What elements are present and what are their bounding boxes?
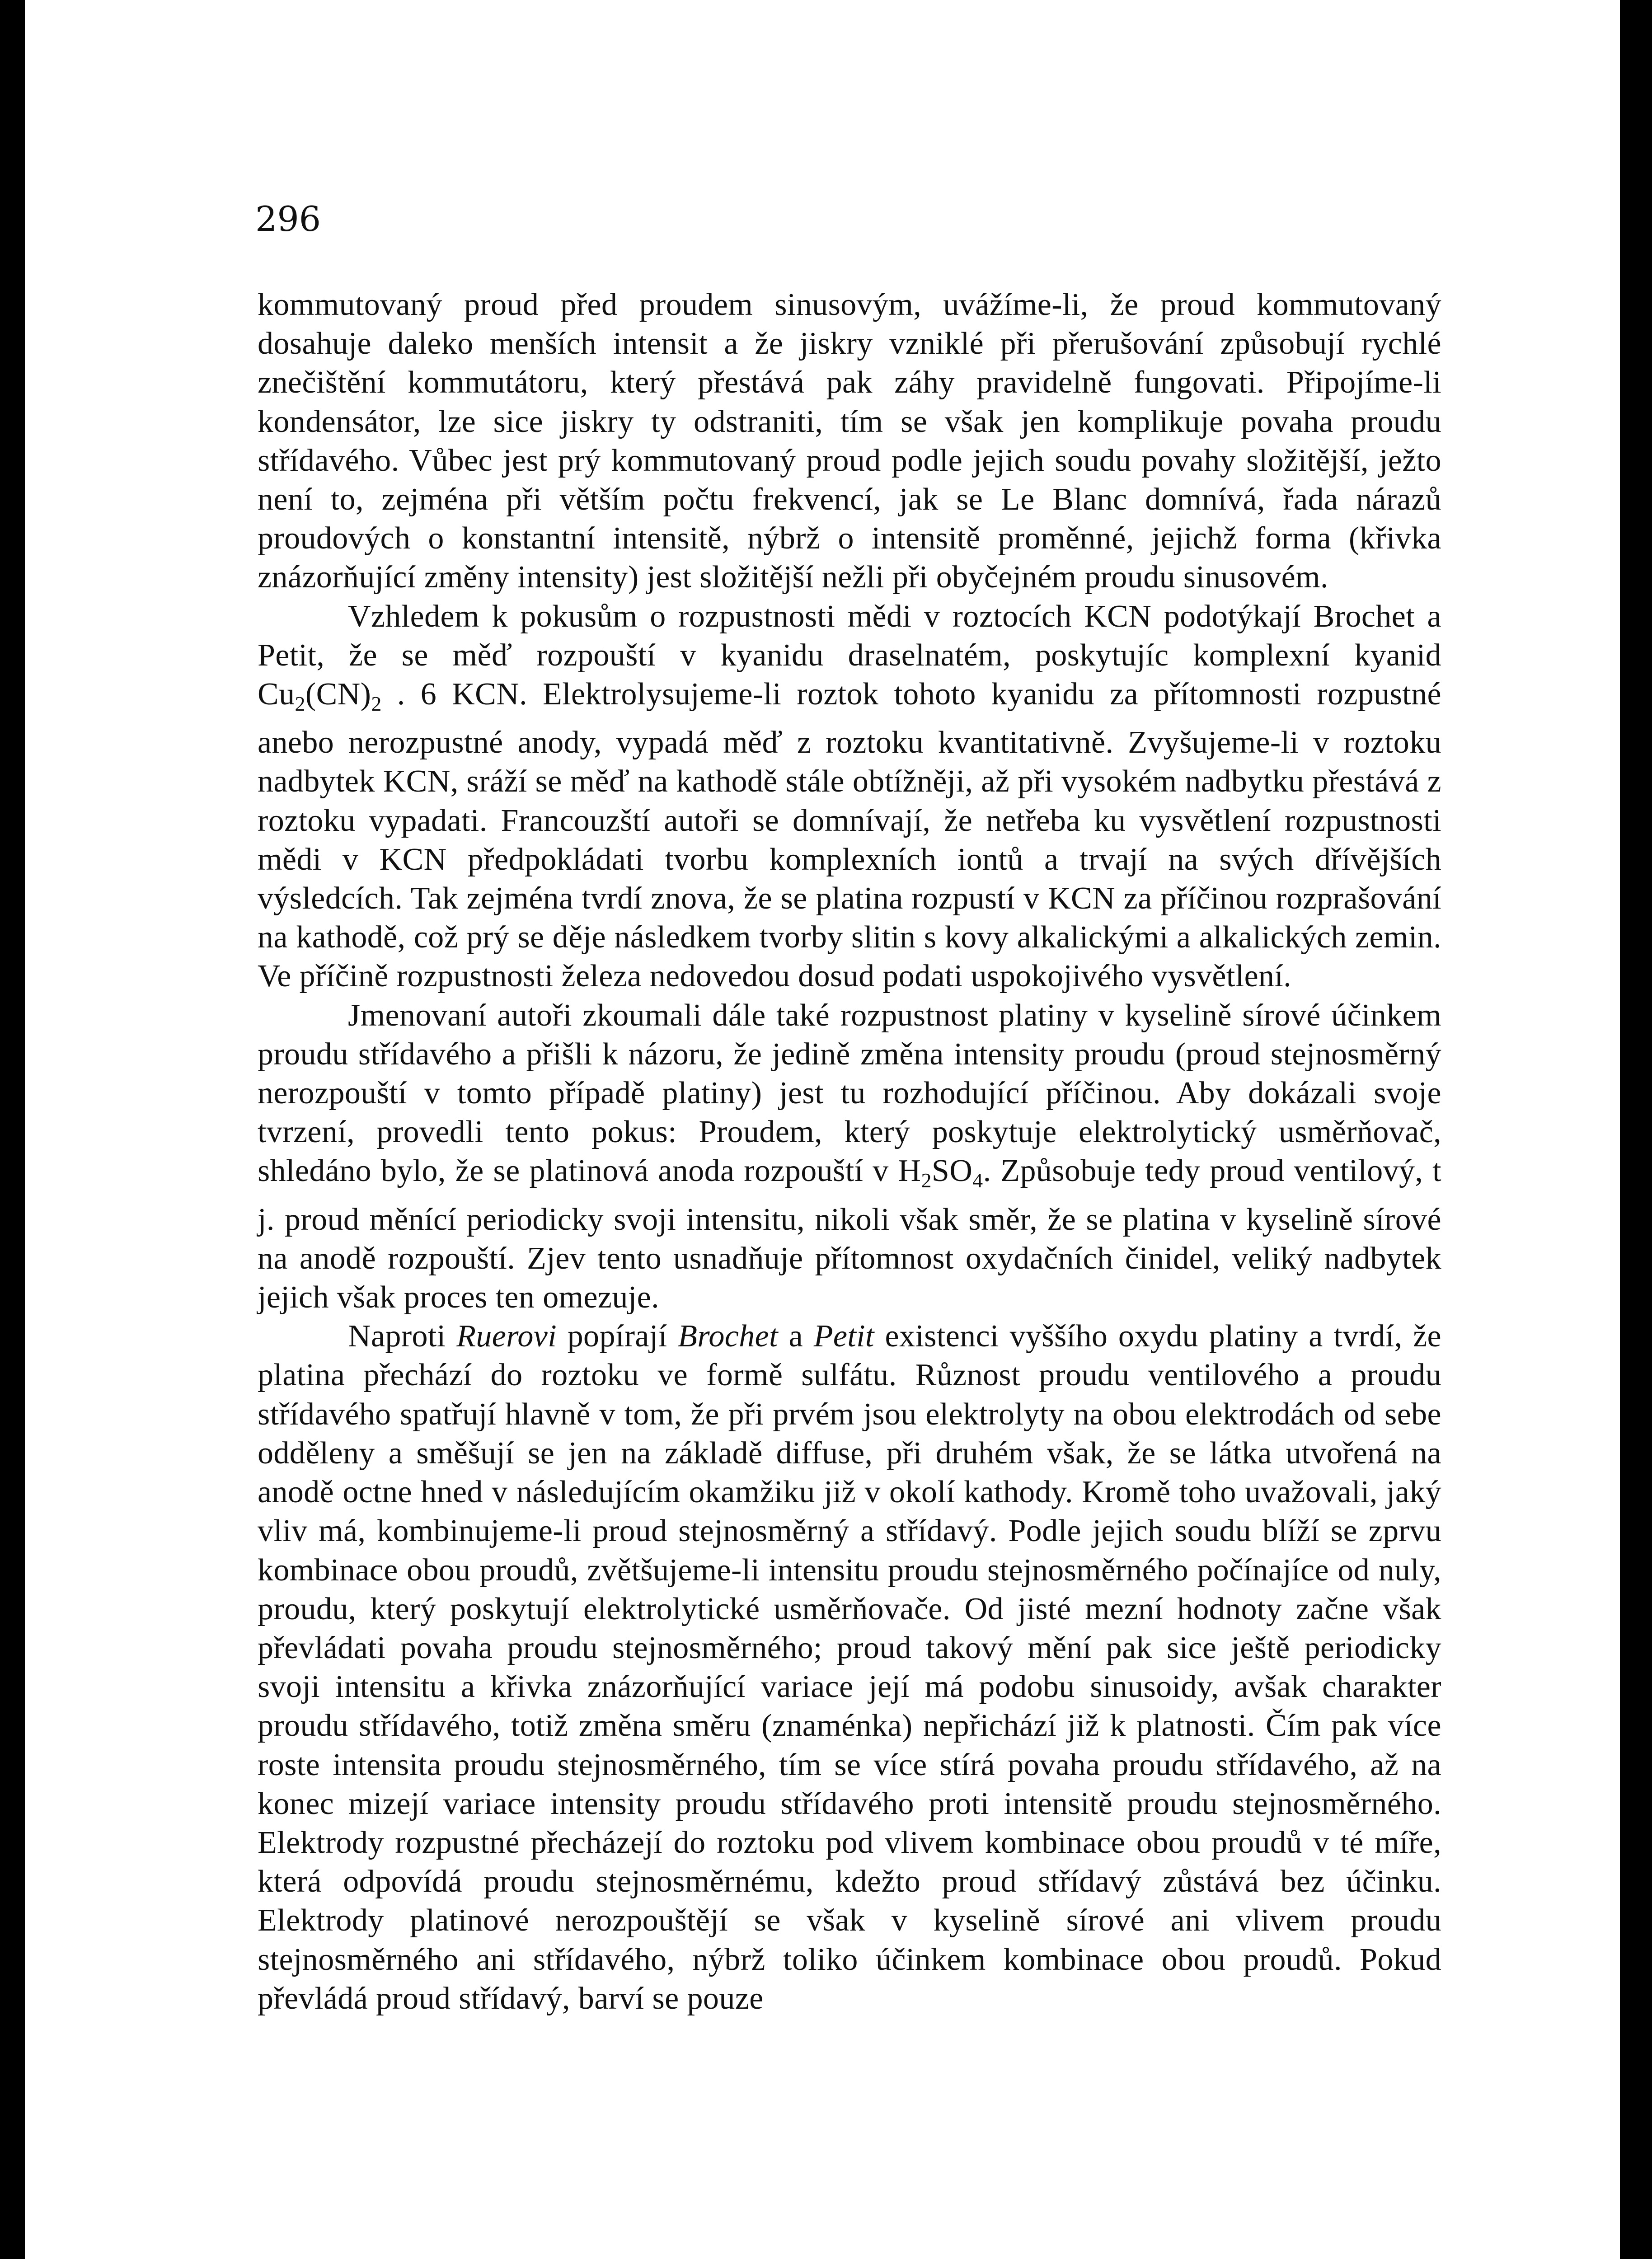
author-name-ruer: Ruerovi	[456, 1319, 557, 1354]
paragraph-3	[258, 996, 1441, 1317]
book-page	[25, 0, 1620, 2259]
paragraph-1: kommutovaný proud před proudem sinusovým, uvážíme-li, že proud kommutovaný dosahuje daleko menších intensit a že jiskry vzniklé při přerušování způsobují rychlé znečištění kommutátoru, který přestává pak záhy pravidelně fungovati. Připojíme-li kondensátor, lze sice jiskry ty odstraniti, tím se však jen komplikuje povaha proudu střídavého. Vůbec jest prý kommutovaný proud podle jejich soudu povahy složitější, ježto není to, zejména při větším počtu frekvencí, jak se Le Blanc domnívá, řada nárazů proudových o konstantní intensitě, nýbrž o intensitě proměnné, jejichž forma (křivka znázorňující změny intensity) jest složitější nežli při obyčejném proudu sinusovém.	[258, 287, 1441, 595]
author-name-brochet: Brochet	[678, 1319, 778, 1354]
paragraph-2-text-start: Vzhledem k pokusům o rozpustnosti mědi v roztocích KCN podotýkají Brochet a Petit, že se měď rozpouští v kyanidu draselnatém, poskytujíc komplexní kyanid	[258, 599, 1441, 673]
page-number: 296	[255, 199, 321, 239]
paragraph-2-text-end: . Elektrolysujeme-li roztok tohoto kyanidu za přítomnosti rozpustné anebo nerozpustné anody, vypadá měď z roztoku kvantitativně. Zvyšujeme-li v roztoku nadbytek KCN, sráží se měď na kathodě stále obtížněji, až při vysokém nadbytku přestává z roztoku vypadati. Francouzští autoři se domnívají, že netřeba ku vysvětlení rozpustnosti mědi v KCN předpokládati tvorbu komplexních iontů a trvají na svých dřívějších výsledcích. Tak zejména tvrdí znova, že se platina rozpustí v KCN za příčinou rozprašování na kathodě, což prý se děje následkem tvorby slitin s kovy alkalickými a alkalických zemin. Ve příčině rozpustnosti železa nedovedou dosud podati uspokojivého vysvětlení.	[258, 677, 1441, 994]
sulfuric-acid-formula: $H_2SO_4$	[898, 1153, 983, 1192]
paragraph-4: Naproti Ruerovi popírají Brochet a Petit existenci vyššího oxydu platiny a tvrdí, že platina přechází do roztoku ve formě sulfátu. Různost proudu ventilového a proudu střídavého spatřují hlavně v tom, že při prvém jsou elektrolyty na obou elektrodách od sebe odděleny a směšují se jen na základě diffuse, při druhém však, že se látka utvořená na anodě octne hned v následujícím okamžiku již v okolí kathody. Kromě toho uvažovali, jaký vliv má, kombinujeme-li proud stejnosměrný a střídavý. Podle jejich soudu blíží se zprvu kombinace obou proudů, zvětšujeme-li intensitu proudu stejnosměrného počínajíce od nuly, proudu, který poskytují elektrolytické usměrňovače. Od jisté mezní hodnoty začne však převládati povaha proudu stejnosměrného; proud takový mění pak sice ještě periodicky svoji intensitu a křivka znázorňující variace její má podobu sinusoidy, avšak charakter proudu střídavého, totiž změna směru (znaménka) nepřichází již k platnosti. Čím pak více roste intensita proudu stejnosměrného, tím se více stírá povaha proudu střídavého, až na konec mizejí variace intensity proudu střídavého proti intensitě proudu stejnosměrného. Elektrody rozpustné přecházejí do roztoku pod vlivem kombinace obou proudů v té míře, která odpovídá proudu stejnosměrnému, kdežto proud střídavý zůstává bez účinku. Elektrody platinové nerozpouštějí se však v kyselině sírové ani vlivem proudu stejnosměrného ani střídavého, nýbrž toliko účinkem kombinace obou proudů. Pokud převládá proud střídavý, barví se pouze	[258, 1319, 1442, 2016]
paragraph-4-text: existenci vyššího oxydu platiny a tvrdí, že platina přechází do roztoku ve formě sulfátu. Různost proudu ventilového a proudu střídavého spatřují hlavně v tom, že při prvém jsou elektrolyty na obou elektrodách od sebe odděleny a směšují se jen na základě diffuse, při druhém však, že se látka utvořená na anodě octne hned v následujícím okamžiku již v okolí kathody. Kromě toho uvažovali, jaký vliv má, kombinujeme-li proud stejnosměrný a střídavý. Podle jejich soudu blíží se zprvu kombinace obou proudů, zvětšujeme-li intensitu proudu stejnosměrného počínajíce od nuly, proudu, který poskytují elektrolytické usměrňovače. Od jisté mezní hodnoty začne však převládati povaha proudu stejnosměrného; proud takový mění pak sice ještě periodicky svoji intensitu a křivka znázorňující variace její má podobu sinusoidy, avšak charakter proudu střídavého, totiž změna směru (znaménka) nepřichází již k platnosti. Čím pak více roste intensita proudu stejnosměrného, tím se více stírá povaha proudu střídavého, až na konec mizejí variace intensity proudu střídavého proti intensitě proudu stejnosměrného. Elektrody rozpustné přecházejí do roztoku pod vlivem kombinace obou proudů v té míře, která odpovídá proudu stejnosměrnému, kdežto proud střídavý zůstává bez účinku. Elektrody platinové nerozpouštějí se však v kyselině sírové ani vlivem proudu stejnosměrného ani střídavého, nýbrž toliko účinkem kombinace obou proudů. Pokud převládá proud střídavý, barví se pouze	[258, 1319, 1442, 2016]
body-text	[258, 286, 1441, 2018]
paragraph-3-text-start: Jmenovaní autoři zkoumali dále také rozpustnost platiny v kyselině sírové účinkem proudu střídavého a přišli k názoru, že jedině změna intensity proudu (proud stejnosměrný nerozpouští v tomto případě platiny) jest tu rozhodující příčinou. Aby dokázali svoje tvrzení, provedli tento pokus: Proudem, který poskytuje elektrolytický usměrňovač, shledáno bylo, že se platinová anoda rozpouští v	[258, 998, 1441, 1189]
copper-cyanide-formula: $Cu_2(CN)_2$ . 6 KCN	[258, 677, 520, 716]
paragraph-2	[258, 597, 1441, 996]
author-name-petit: Petit	[813, 1319, 874, 1354]
paragraph-3-text-end: . Způsobuje tedy proud ventilový, t j. proud měnící periodicky svoji intensitu, nikoli však směr, že se platina v kyselině sírové na anodě rozpouští. Zjev tento usnadňuje přítomnost oxydačních činidel, veliký nadbytek jejich však proces ten omezuje.	[258, 1153, 1441, 1315]
